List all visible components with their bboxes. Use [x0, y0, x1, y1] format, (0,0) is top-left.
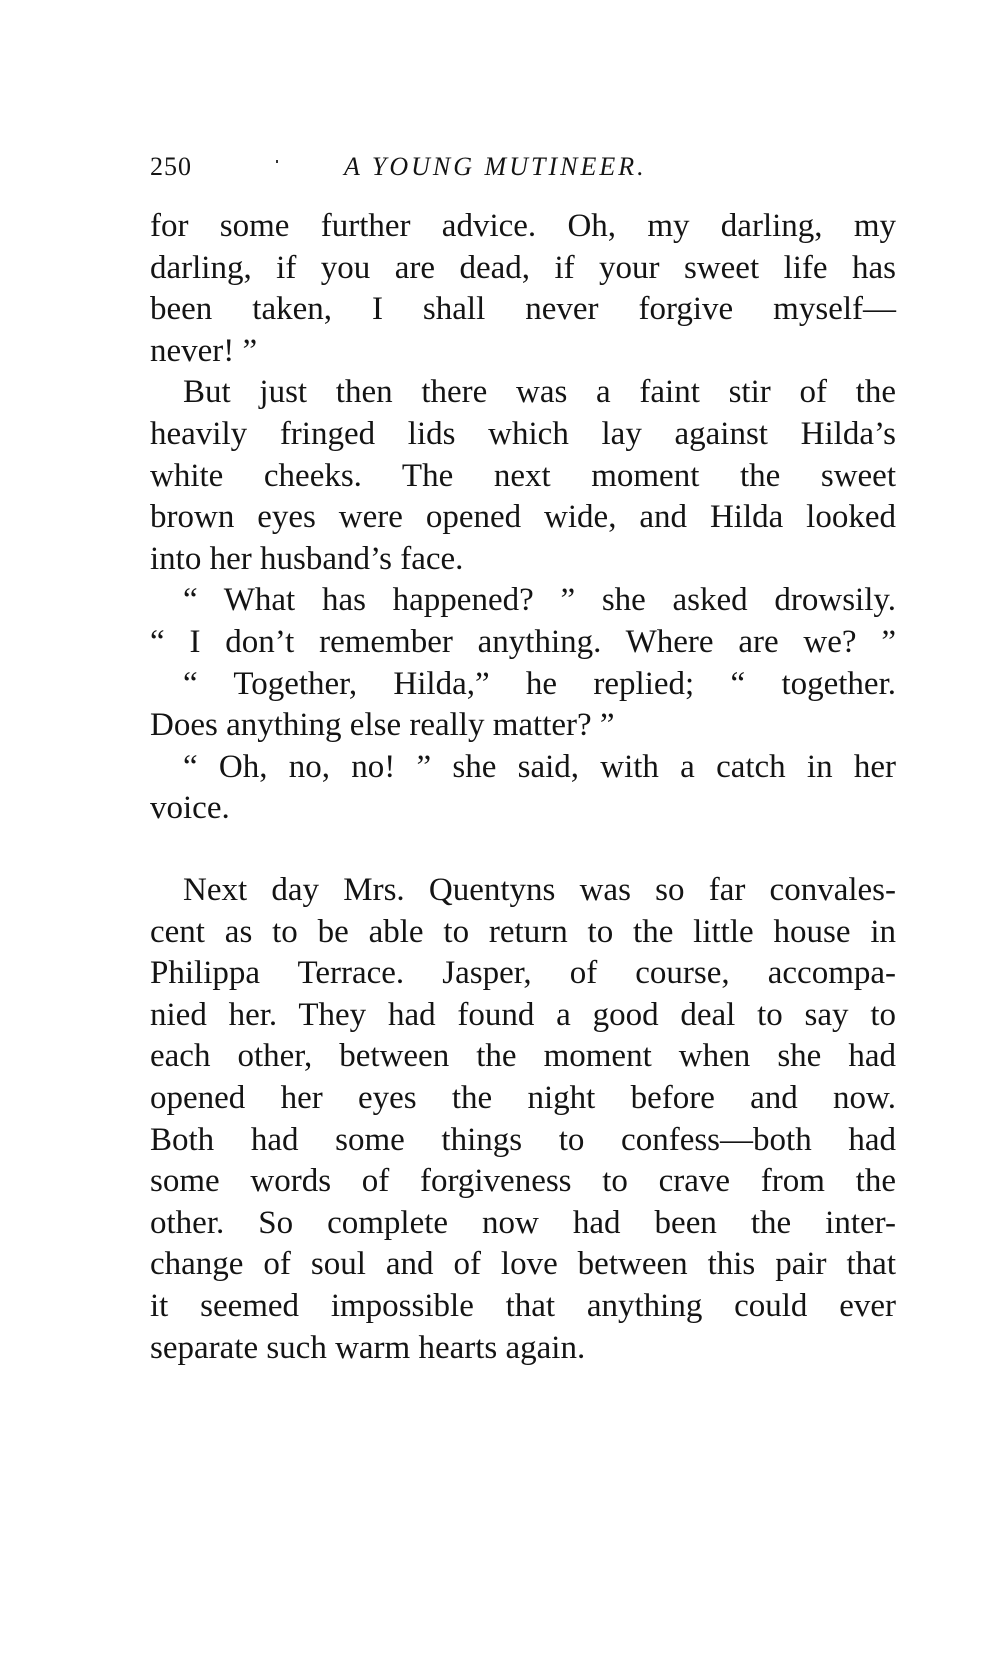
text-line: never! ” — [150, 332, 258, 369]
text-line: “ Oh, no, no! ” she said, with a catch in her — [183, 748, 896, 785]
text-line: But just then there was a faint stir of the — [183, 374, 896, 411]
text-line: “ Together, Hilda,” he replied; “ together. — [183, 665, 896, 702]
text-line: into her husband’s face. — [150, 540, 464, 577]
text-line: some words of forgiveness to crave from the — [150, 1163, 896, 1200]
text-line: Both had some things to confess—both had — [150, 1121, 896, 1158]
text-line: separate such warm hearts again. — [150, 1329, 586, 1366]
text-line: change of soul and of love between this pair that — [150, 1246, 896, 1283]
text-line: voice. — [150, 790, 230, 827]
text-block-dialogue — [150, 206, 896, 830]
running-title: A YOUNG MUTINEER. — [344, 152, 647, 181]
text-line: “ I don’t remember anything. Where are we? ” — [150, 623, 896, 660]
text-line: heavily fringed lids which lay against Hilda’s — [150, 415, 896, 452]
text-line: nied her. They had found a good deal to say to — [150, 996, 896, 1033]
text-line: for some further advice. Oh, my darling, my — [150, 208, 896, 244]
text-line: white cheeks. The next moment the sweet — [150, 457, 896, 494]
text-line: Next day Mrs. Quentyns was so far convales- — [183, 872, 896, 908]
text-line: Does anything else really matter? ” — [150, 707, 615, 744]
text-line: cent as to be able to return to the little house in — [150, 913, 896, 950]
page-number: 250 — [150, 152, 192, 181]
print-speck — [276, 160, 278, 163]
text-line: Philippa Terrace. Jasper, of course, accompa- — [150, 955, 896, 992]
text-line: each other, between the moment when she had — [150, 1038, 896, 1075]
text-line: other. So complete now had been the inter- — [150, 1204, 896, 1241]
text-block-next-day — [150, 870, 896, 1369]
running-header — [150, 152, 900, 192]
text-line: been taken, I shall never forgive myself— — [150, 291, 896, 328]
text-line: brown eyes were opened wide, and Hilda looked — [150, 499, 896, 536]
text-line: it seemed impossible that anything could ever — [150, 1287, 896, 1324]
text-line: darling, if you are dead, if your sweet life has — [150, 249, 896, 286]
text-line: “ What has happened? ” she asked drowsily. — [183, 582, 896, 619]
text-line: opened her eyes the night before and now. — [150, 1079, 896, 1116]
